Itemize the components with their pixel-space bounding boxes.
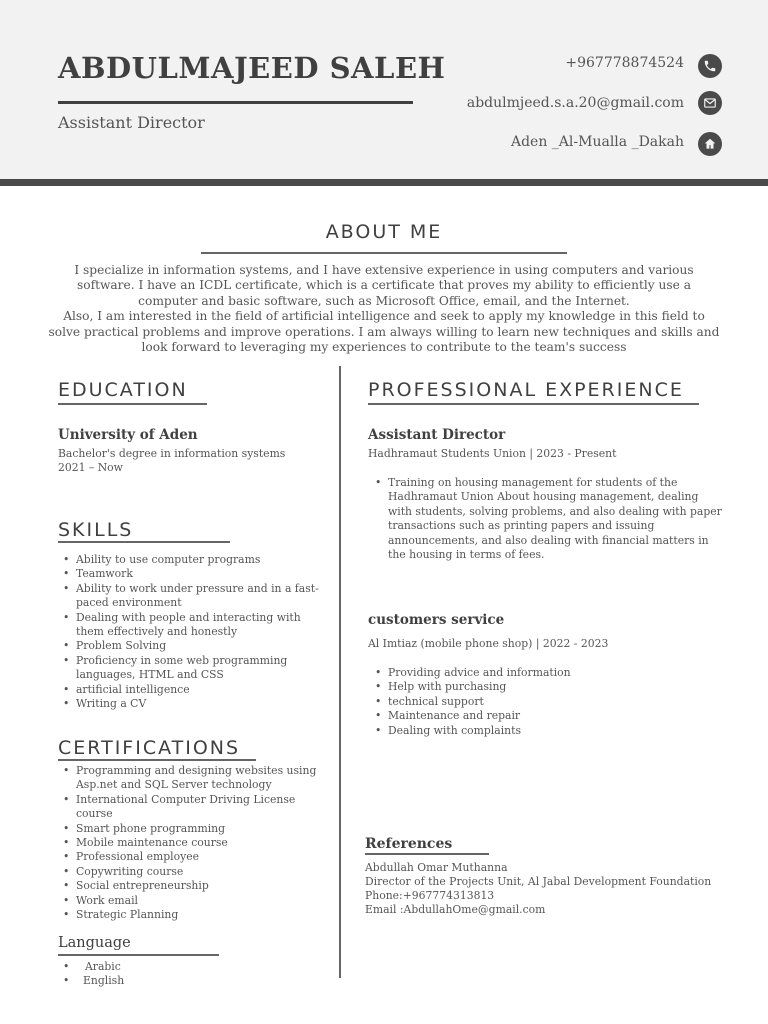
list-item: • technical support [370,695,710,709]
certifications-list [58,764,320,922]
references-heading: References [365,836,453,852]
list-item: • Providing advice and information [370,666,710,680]
header-divider-bar [0,179,768,186]
list-item: • Training on housing management for students of the Hadhramaut Union About housing management, dealing with students, solving problems, and also dealing with paper transactions such as printing papers and issuing announcements, and also dealing with financial matters in the housing in terms of fees. [370,476,722,562]
list-item: • Copywriting course [58,865,320,879]
list-item: • Help with purchasing [370,680,710,694]
list-item: • artificial intelligence [58,683,320,697]
reference-name: Abdullah Omar Muthanna [365,861,508,874]
language-underline [58,954,219,956]
references-underline [365,853,489,855]
language-list [58,960,258,989]
list-item: • Proficiency in some web programming languages, HTML and CSS [58,654,320,683]
home-icon [698,132,722,156]
name-underline [58,101,413,104]
reference-phone: Phone:+967774313813 [365,889,495,902]
skills-underline [58,541,230,543]
list-item: • Writing a CV [58,697,320,711]
list-item: • Work email [58,894,320,908]
address-text: Aden _Al-Mualla _Dakah [510,134,684,150]
email-icon [698,91,722,115]
list-item: • Ability to work under pressure and in a fast-paced environment [58,582,320,611]
job-title: Assistant Director [368,427,506,443]
skills-heading: SKILLS [58,519,134,541]
job-title: customers service [368,612,505,628]
experience-underline [368,403,699,405]
certifications-heading: CERTIFICATIONS [58,737,241,759]
reference-position: Director of the Projects Unit, Al Jabal Development Foundation [365,875,712,888]
job-bullets [370,666,710,738]
email-text: abdulmjeed.s.a.20@gmail.com [466,95,684,111]
language-heading: Language [58,935,131,951]
education-underline [58,403,207,405]
skills-list [58,553,320,711]
certifications-underline [58,759,256,761]
list-item: • Ability to use computer programs [58,553,320,567]
about-paragraph-2: Also, I am interested in the field of artificial intelligence and seek to apply my knowledge in this field to solve practical problems and improve operations. I am always willing to learn new techniques and skills and look forward to leveraging my experiences to contribute to the team's success [48,309,720,355]
phone-icon [698,54,722,78]
reference-email: Email :AbdullahOme@gmail.com [365,903,546,916]
list-item: • Mobile maintenance course [58,836,320,850]
list-item: • International Computer Driving License course [58,793,320,822]
about-paragraph-1: I specialize in information systems, and I have extensive experience in using computers and various software. I have an ICDL certificate, which is a certificate that proves my ability to efficiently use a computer and basic software, such as Microsoft Office, email, and the Internet. [74,263,694,308]
list-item: • Professional employee [58,850,320,864]
list-item: • Teamwork [58,567,320,581]
candidate-title: Assistant Director [58,113,205,132]
list-item: • Dealing with complaints [370,724,710,738]
list-item: • English [58,974,258,988]
list-item: • Programming and designing websites using Asp.net and SQL Server technology [58,764,320,793]
list-item: • Arabic [58,960,258,974]
education-degree: Bachelor's degree in information systems [58,447,286,460]
list-item: • Smart phone programming [58,822,320,836]
about-underline [201,252,567,254]
header-band [0,0,768,179]
list-item: • Problem Solving [58,639,320,653]
list-item: • Strategic Planning [58,908,320,922]
phone-text: +967778874524 [565,55,684,71]
education-school: University of Aden [58,427,198,443]
list-item: • Maintenance and repair [370,709,710,723]
about-heading: ABOUT ME [325,221,443,243]
column-divider [339,366,341,978]
job-org: Hadhramaut Students Union | 2023 - Present [368,447,617,460]
list-item: • Social entrepreneurship [58,879,320,893]
job-org: Al Imtiaz (mobile phone shop) | 2022 - 2023 [368,637,609,650]
education-heading: EDUCATION [58,379,188,401]
experience-heading: PROFESSIONAL EXPERIENCE [368,379,684,401]
education-dates: 2021 – Now [58,461,123,474]
about-text [46,263,722,355]
list-item: • Dealing with people and interacting with them effectively and honestly [58,611,320,640]
job-bullets [370,476,722,562]
candidate-name: ABDULMAJEED SALEH [58,51,446,85]
